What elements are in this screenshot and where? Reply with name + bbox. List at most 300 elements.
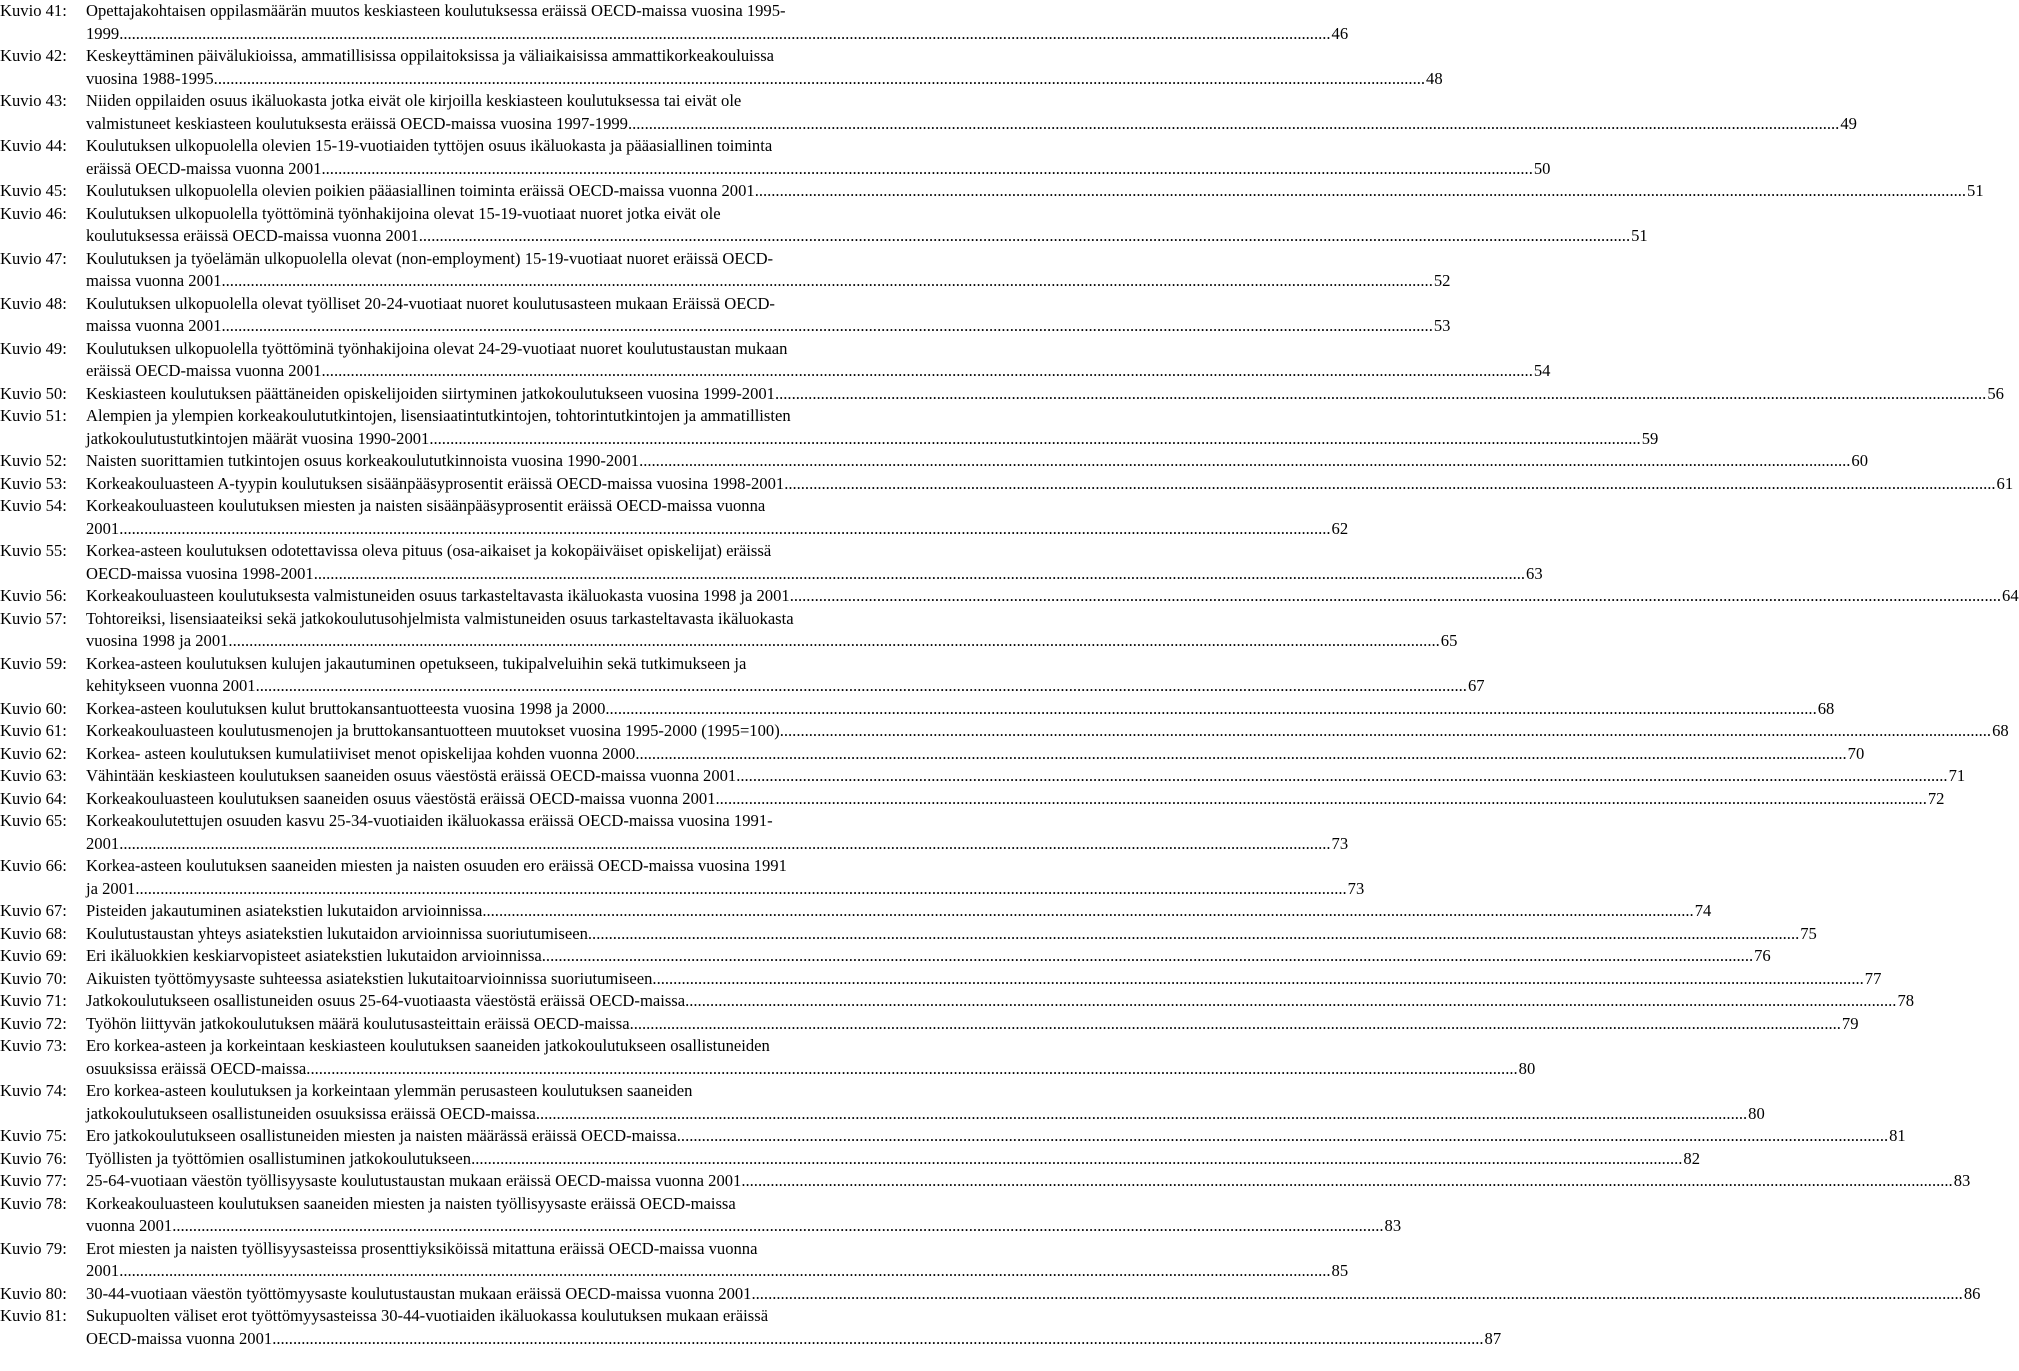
dot-leader <box>736 765 1947 788</box>
toc-entry[interactable] <box>0 293 1451 338</box>
page-number[interactable]: 85 <box>1331 1261 1349 1280</box>
leader-line <box>86 788 1944 811</box>
figure-caption <box>86 248 1450 293</box>
page-number[interactable]: 79 <box>1841 1013 1859 1033</box>
figure-number: Kuvio 69: <box>0 946 67 965</box>
dot-leader <box>677 1125 1888 1148</box>
toc-entry[interactable] <box>0 855 1365 900</box>
page-number[interactable]: 61 <box>1996 473 2014 493</box>
caption-line: Tohtoreiksi, lisensiaateiksi sekä jatkokoulutusohjelmista valmistuneiden osuus tarkasteltavasta ikäluokasta <box>86 608 794 628</box>
figure-caption <box>86 135 1550 180</box>
caption-line: Koulutuksen ulkopuolella työttöminä työnhakijoina olevat 24-29-vuotiaat nuoret koulutustaustan mukaan <box>86 338 788 358</box>
figure-caption <box>86 45 1443 90</box>
figure-number: Kuvio 44: <box>0 136 67 155</box>
toc-entry[interactable] <box>0 90 1857 135</box>
page-number[interactable]: 67 <box>1467 676 1485 695</box>
figure-caption <box>86 1125 1906 1148</box>
dot-leader <box>790 585 2001 608</box>
dot-leader <box>471 1148 1682 1171</box>
toc-entry[interactable] <box>0 1170 1971 1193</box>
page-number[interactable]: 80 <box>1518 1058 1536 1078</box>
page-number[interactable]: 54 <box>1533 361 1551 380</box>
toc-entry[interactable] <box>0 1013 1859 1036</box>
leader-line <box>86 990 1914 1013</box>
page-number[interactable]: 51 <box>1631 226 1648 245</box>
figure-number: Kuvio 81: <box>0 1306 67 1325</box>
figure-caption <box>86 585 2019 608</box>
caption-line: Koulutuksen ja työelämän ulkopuolella olevat (non-employment) 15-19-vuotiaat nuoret eräissä OECD- <box>86 248 774 268</box>
figure-number: Kuvio 68: <box>0 923 67 943</box>
dot-leader <box>172 1215 1383 1238</box>
page-number[interactable]: 59 <box>1641 428 1659 448</box>
page-number[interactable]: 72 <box>1927 788 1945 808</box>
leader-line <box>86 360 1550 383</box>
figure-caption <box>86 90 1857 135</box>
toc-entry[interactable] <box>0 473 2014 496</box>
leader-line <box>86 765 1965 788</box>
caption-line: Ero korkea-asteen koulutuksen ja korkeintaan ylemmän perusasteen koulutuksen saaneiden <box>86 1081 693 1100</box>
page-number[interactable]: 80 <box>1748 1103 1765 1123</box>
dot-leader <box>214 68 1425 91</box>
caption-last-line: jatkokoulutustutkintojen määrät vuosina 1990-2001 <box>86 428 430 448</box>
caption-last-line: kehitykseen vuonna 2001 <box>86 676 256 695</box>
toc-entry[interactable] <box>0 1305 1502 1350</box>
caption-last-line: ja 2001 <box>86 878 136 898</box>
toc-entry[interactable] <box>0 248 1451 293</box>
leader-line <box>86 968 1881 991</box>
page-number[interactable]: 73 <box>1347 878 1365 898</box>
page-number[interactable]: 71 <box>1948 766 1966 785</box>
caption-line: Korkeakouluasteen koulutuksen saaneiden miesten ja naisten työllisyysaste eräissä OECD-maissa <box>86 1193 736 1213</box>
caption-last-line: 30-44-vuotiaan väestön työttömyysaste koulutustaustan mukaan eräissä OECD-maissa vuonna 2001 <box>86 1283 752 1303</box>
caption-last-line: Naisten suorittamien tutkintojen osuus korkeakoulututkinnoista vuosina 1990-2001 <box>86 451 640 470</box>
figure-number: Kuvio 74: <box>0 1081 67 1100</box>
figure-caption <box>86 1193 1401 1238</box>
leader-line <box>86 563 1543 586</box>
dot-leader <box>780 720 1991 743</box>
toc-entry[interactable] <box>0 338 1551 383</box>
toc-entry[interactable] <box>0 945 1771 968</box>
figure-number: Kuvio 71: <box>0 991 67 1010</box>
leader-line <box>86 450 1868 473</box>
dot-leader <box>588 923 1799 946</box>
leader-line <box>86 1125 1906 1148</box>
caption-line: Erot miesten ja naisten työllisyysasteissa prosenttiyksiköissä mitattuna eräissä OECD-maissa vuonna <box>86 1238 758 1258</box>
figure-caption <box>86 743 1864 766</box>
figure-number: Kuvio 66: <box>0 856 67 875</box>
figure-caption <box>86 540 1543 585</box>
toc-entry[interactable] <box>0 180 1984 203</box>
toc-entry[interactable] <box>0 1080 1765 1125</box>
figure-number: Kuvio 51: <box>0 406 67 425</box>
figure-number: Kuvio 42: <box>0 46 67 65</box>
figure-caption <box>86 1238 1348 1283</box>
leader-line <box>86 315 1450 338</box>
caption-line: Korkeakouluasteen koulutuksen miesten ja naisten sisäänpääsyprosentit eräissä OECD-maissa vuonna <box>86 496 766 515</box>
caption-last-line: maissa vuonna 2001 <box>86 316 222 335</box>
page-number[interactable]: 74 <box>1694 901 1712 920</box>
dot-leader <box>542 945 1753 968</box>
leader-line <box>86 1283 1980 1306</box>
leader-line <box>86 428 1658 451</box>
figure-number: Kuvio 78: <box>0 1193 67 1213</box>
page-number[interactable]: 46 <box>1331 23 1349 43</box>
caption-last-line: 2001 <box>86 833 120 853</box>
figure-caption <box>86 1170 1970 1193</box>
page-number[interactable]: 78 <box>1897 991 1915 1010</box>
toc-entry[interactable] <box>0 765 1966 788</box>
caption-last-line: eräissä OECD-maissa vuonna 2001 <box>86 158 322 178</box>
caption-line: Korkeakoulutettujen osuuden kasvu 25-34-vuotiaiden ikäluokassa eräissä OECD-maissa vuosina 1991- <box>86 811 773 830</box>
toc-entry[interactable] <box>0 203 1648 248</box>
leader-line <box>86 383 2004 406</box>
dot-leader <box>482 900 1693 923</box>
figure-number: Kuvio 57: <box>0 608 67 628</box>
caption-last-line: Koulutuksen ulkopuolella olevien poikien pääasiallinen toiminta eräissä OECD-maissa vuonna 2001 <box>86 181 755 200</box>
figure-caption <box>86 900 1711 923</box>
caption-last-line: Korkea- asteen koulutuksen kumulatiiviset menot opiskelijaa kohden vuonna 2000 <box>86 743 636 763</box>
leader-line <box>86 270 1450 293</box>
leader-line <box>86 158 1550 181</box>
toc-entry[interactable] <box>0 135 1551 180</box>
page-number[interactable]: 83 <box>1953 1171 1971 1190</box>
leader-line <box>86 630 1457 653</box>
page-number[interactable]: 68 <box>1992 721 2009 740</box>
dot-leader <box>635 743 1846 766</box>
page-number[interactable]: 60 <box>1851 451 1869 470</box>
caption-last-line: Pisteiden jakautuminen asiatekstien lukutaidon arvioinnissa <box>86 901 483 920</box>
page-number[interactable]: 50 <box>1533 158 1551 178</box>
figure-number: Kuvio 76: <box>0 1148 67 1168</box>
caption-last-line: Työllisten ja työttömien osallistuminen jatkokoulutukseen <box>86 1148 472 1168</box>
figure-number: Kuvio 52: <box>0 451 67 470</box>
figure-caption <box>86 653 1485 698</box>
figure-number: Kuvio 41: <box>0 1 67 20</box>
caption-last-line: OECD-maissa vuosina 1998-2001 <box>86 563 314 583</box>
dot-leader <box>605 698 1816 721</box>
figure-number: Kuvio 49: <box>0 338 67 358</box>
figure-caption <box>86 968 1881 991</box>
figure-number: Kuvio 60: <box>0 698 67 718</box>
toc-entry[interactable] <box>0 990 1915 1013</box>
figure-caption <box>86 1305 1501 1350</box>
figure-number: Kuvio 80: <box>0 1283 67 1303</box>
caption-last-line: 1999 <box>86 23 120 43</box>
caption-line: Korkea-asteen koulutuksen odotettavissa oleva pituus (osa-aikaiset ja kokopäiväiset opiskelijat) eräissä <box>86 541 772 560</box>
leader-line <box>86 68 1443 91</box>
dot-leader <box>322 158 1533 181</box>
page-number[interactable]: 64 <box>2002 586 2019 605</box>
toc-entry[interactable] <box>0 1238 1349 1283</box>
caption-last-line: jatkokoulutukseen osallistuneiden osuuksissa eräissä OECD-maissa <box>86 1103 536 1123</box>
dot-leader <box>119 1260 1330 1283</box>
leader-line <box>86 180 1984 203</box>
figure-number: Kuvio 48: <box>0 293 67 313</box>
figure-caption <box>86 990 1914 1013</box>
page-number[interactable]: 62 <box>1331 518 1349 538</box>
page-number[interactable]: 53 <box>1433 316 1451 335</box>
leader-line <box>86 1215 1401 1238</box>
caption-last-line: Jatkokoulutukseen osallistuneiden osuus 25-64-vuotiaasta väestöstä eräissä OECD-maissa <box>86 991 686 1010</box>
dot-leader <box>716 788 1927 811</box>
caption-line: Keskeyttäminen päivälukioissa, ammatillisissa oppilaitoksissa ja väliaikaisissa ammattikorkeakouluissa <box>86 46 775 65</box>
figure-caption <box>86 0 1348 45</box>
figure-number: Kuvio 43: <box>0 91 67 110</box>
toc-entry[interactable] <box>0 1035 1536 1080</box>
dot-leader <box>222 315 1433 338</box>
caption-line: Koulutuksen ulkopuolella työttöminä työnhakijoina olevat 15-19-vuotiaat nuoret jotka eivät ole <box>86 203 721 223</box>
leader-line <box>86 900 1711 923</box>
figure-number: Kuvio 53: <box>0 473 67 493</box>
leader-line <box>86 1148 1700 1171</box>
dot-leader <box>228 630 1439 653</box>
toc-entry[interactable] <box>0 810 1349 855</box>
toc-entry[interactable] <box>0 743 1865 766</box>
figure-number: Kuvio 56: <box>0 586 67 605</box>
figure-number: Kuvio 47: <box>0 248 67 268</box>
caption-last-line: Työhön liittyvän jatkokoulutuksen määrä koulutusasteittain eräissä OECD-maissa <box>86 1013 630 1033</box>
caption-line: Niiden oppilaiden osuus ikäluokasta jotka eivät ole kirjoilla keskiasteen koulutuksessa tai eivät ole <box>86 91 742 110</box>
toc-entry[interactable] <box>0 788 1945 811</box>
page-number[interactable]: 86 <box>1963 1283 1981 1303</box>
toc-entry[interactable] <box>0 585 2019 608</box>
toc-entry[interactable] <box>0 1125 1906 1148</box>
figure-caption <box>86 608 1457 653</box>
dot-leader <box>628 113 1839 136</box>
caption-last-line: 25-64-vuotiaan väestön työllisyysaste koulutustaustan mukaan eräissä OECD-maissa vuonna 2001 <box>86 1171 742 1190</box>
toc-entry[interactable] <box>0 383 2004 406</box>
figure-caption <box>86 855 1364 900</box>
caption-line: Korkea-asteen koulutuksen kulujen jakautuminen opetukseen, tukipalveluihin sekä tutkimukseen ja <box>86 653 747 673</box>
dot-leader <box>630 1013 1841 1036</box>
figure-number: Kuvio 72: <box>0 1013 67 1033</box>
dot-leader <box>306 1058 1517 1081</box>
leader-line <box>86 225 1648 248</box>
figure-number: Kuvio 63: <box>0 766 67 785</box>
figure-number: Kuvio 62: <box>0 743 67 763</box>
caption-last-line: maissa vuonna 2001 <box>86 271 222 290</box>
dot-leader <box>119 23 1330 46</box>
caption-last-line: OECD-maissa vuonna 2001 <box>86 1328 273 1348</box>
toc-entry[interactable] <box>0 540 1543 585</box>
figure-caption <box>86 698 1834 721</box>
caption-last-line: eräissä OECD-maissa vuonna 2001 <box>86 361 322 380</box>
figure-caption <box>86 405 1658 450</box>
figure-number: Kuvio 75: <box>0 1126 67 1145</box>
dot-leader <box>429 428 1640 451</box>
figure-number: Kuvio 64: <box>0 788 67 808</box>
dot-leader <box>222 270 1433 293</box>
caption-last-line: Keskiasteen koulutuksen päättäneiden opiskelijoiden siirtyminen jatkokoulutukseen vuosina 1999-2001 <box>86 383 775 403</box>
figure-number: Kuvio 73: <box>0 1036 67 1055</box>
dot-leader <box>272 1328 1483 1351</box>
figure-caption <box>86 1013 1859 1036</box>
page-number[interactable]: 81 <box>1889 1126 1906 1145</box>
page-number[interactable]: 70 <box>1847 743 1865 763</box>
caption-last-line: koulutuksessa eräissä OECD-maissa vuonna 2001 <box>86 226 419 245</box>
figure-number: Kuvio 61: <box>0 721 67 740</box>
caption-last-line: Korkeakouluasteen koulutusmenojen ja bruttokansantuotteen muutokset vuosina 1995-2000 (1995=100) <box>86 721 780 740</box>
figure-number: Kuvio 55: <box>0 541 67 560</box>
dot-leader <box>536 1103 1747 1126</box>
toc-entry[interactable] <box>0 900 1712 923</box>
figure-caption <box>86 450 1868 473</box>
caption-line: Korkea-asteen koulutuksen saaneiden miesten ja naisten osuuden ero eräissä OECD-maissa vuosina 1991 <box>86 856 787 875</box>
figure-caption <box>86 338 1550 383</box>
figure-caption <box>86 810 1348 855</box>
toc-entry[interactable] <box>0 1148 1700 1171</box>
caption-last-line: osuuksissa eräissä OECD-maissa <box>86 1058 307 1078</box>
leader-line <box>86 720 2009 743</box>
figure-number: Kuvio 77: <box>0 1171 67 1190</box>
figure-number: Kuvio 46: <box>0 203 67 223</box>
figure-caption <box>86 1080 1765 1125</box>
dot-leader <box>775 383 1986 406</box>
caption-line: Koulutuksen ulkopuolella olevien 15-19-vuotiaiden tyttöjen osuus ikäluokasta ja pääasiallinen toiminta <box>86 136 773 155</box>
figure-number: Kuvio 50: <box>0 383 67 403</box>
toc-entry[interactable] <box>0 968 1882 991</box>
figure-caption <box>86 203 1648 248</box>
dot-leader <box>119 833 1330 856</box>
leader-line <box>86 945 1771 968</box>
page-number[interactable]: 65 <box>1440 631 1458 650</box>
page-number[interactable]: 83 <box>1384 1216 1402 1235</box>
figure-caption <box>86 293 1450 338</box>
toc-entry[interactable] <box>0 450 1869 473</box>
figure-caption <box>86 383 2004 406</box>
caption-last-line: 2001 <box>86 518 120 538</box>
caption-last-line: Ero jatkokoulutukseen osallistuneiden miesten ja naisten määrässä eräissä OECD-maissa <box>86 1126 677 1145</box>
toc-entry[interactable] <box>0 698 1835 721</box>
toc-entry[interactable] <box>0 653 1485 698</box>
figure-number: Kuvio 65: <box>0 811 67 830</box>
leader-line <box>86 1058 1535 1081</box>
leader-line <box>86 833 1348 856</box>
leader-line <box>86 585 2019 608</box>
caption-line: Ero korkea-asteen ja korkeintaan keskiasteen koulutuksen saaneiden jatkokoulutukseen osallistuneiden <box>86 1036 770 1055</box>
leader-line <box>86 1170 1970 1193</box>
dot-leader <box>256 675 1467 698</box>
leader-line <box>86 698 1834 721</box>
figure-number: Kuvio 70: <box>0 968 67 988</box>
leader-line <box>86 1328 1501 1351</box>
caption-last-line: Korkea-asteen koulutuksen kulut bruttokansantuotteesta vuosina 1998 ja 2000 <box>86 698 606 718</box>
figure-caption <box>86 923 1817 946</box>
caption-line: Sukupuolten väliset erot työttömyysasteissa 30-44-vuotiaiden ikäluokassa koulutuksen mukaan eräissä <box>86 1306 769 1325</box>
page-number[interactable]: 73 <box>1331 833 1349 853</box>
figure-caption <box>86 1148 1700 1171</box>
dot-leader <box>639 450 1850 473</box>
caption-last-line: Eri ikäluokkien keskiarvopisteet asiatekstien lukutaidon arvioinnissa <box>86 946 542 965</box>
caption-last-line: Korkeakouluasteen koulutuksesta valmistuneiden osuus tarkasteltavasta ikäluokasta vuosina 1998 ja 2001 <box>86 586 790 605</box>
caption-last-line: vuosina 1998 ja 2001 <box>86 631 229 650</box>
caption-last-line: valmistuneet keskiasteen koulutuksesta eräissä OECD-maissa vuosina 1997-1999 <box>86 113 628 133</box>
figure-number: Kuvio 67: <box>0 901 67 920</box>
figure-caption <box>86 1035 1535 1080</box>
caption-last-line: vuonna 2001 <box>86 1216 173 1235</box>
figure-caption <box>86 945 1771 968</box>
dot-leader <box>751 1283 1962 1306</box>
page-number[interactable]: 52 <box>1433 271 1451 290</box>
leader-line <box>86 743 1864 766</box>
toc-entry[interactable] <box>0 45 1443 90</box>
caption-last-line: Korkeakouluasteen koulutuksen saaneiden osuus väestöstä eräissä OECD-maissa vuonna 2001 <box>86 788 716 808</box>
figure-caption <box>86 495 1348 540</box>
figure-caption <box>86 765 1965 788</box>
figure-number: Kuvio 59: <box>0 653 67 673</box>
dot-leader <box>419 225 1630 248</box>
toc-entry[interactable] <box>0 1193 1402 1238</box>
caption-line: Alempien ja ylempien korkeakoulututkintojen, lisensiaatintutkintojen, tohtorintutkintojen ja ammatillisten <box>86 406 791 425</box>
dot-leader <box>784 473 1995 496</box>
figure-caption <box>86 720 2009 743</box>
figure-number: Kuvio 45: <box>0 181 67 200</box>
caption-last-line: Korkeakouluasteen A-tyypin koulutuksen sisäänpääsyprosentit eräissä OECD-maissa vuosina 1998-2001 <box>86 473 785 493</box>
caption-line: Koulutuksen ulkopuolella olevat työlliset 20-24-vuotiaat nuoret koulutusasteen mukaan Eräissä OECD- <box>86 293 775 313</box>
leader-line <box>86 518 1348 541</box>
dot-leader <box>685 990 1896 1013</box>
leader-line <box>86 1013 1859 1036</box>
dot-leader <box>322 360 1533 383</box>
leader-line <box>86 878 1364 901</box>
page-number[interactable]: 76 <box>1754 946 1771 965</box>
dot-leader <box>119 518 1330 541</box>
caption-last-line: Koulutustaustan yhteys asiatekstien lukutaidon arvioinnissa suoriutumiseen <box>86 923 588 943</box>
page-number[interactable]: 77 <box>1864 968 1882 988</box>
figure-caption <box>86 788 1944 811</box>
figure-caption <box>86 180 1984 203</box>
figure-number: Kuvio 54: <box>0 496 67 515</box>
toc-entry[interactable] <box>0 720 2009 743</box>
leader-line <box>86 923 1817 946</box>
caption-last-line: vuosina 1988-1995 <box>86 68 214 88</box>
dot-leader <box>314 563 1525 586</box>
dot-leader <box>755 180 1966 203</box>
leader-line <box>86 113 1857 136</box>
toc-entry[interactable] <box>0 923 1817 946</box>
leader-line <box>86 1260 1348 1283</box>
leader-line <box>86 473 2013 496</box>
page-number[interactable]: 68 <box>1817 698 1835 718</box>
page-number[interactable]: 63 <box>1526 563 1543 583</box>
figure-caption <box>86 1283 1980 1306</box>
page-number[interactable]: 87 <box>1484 1328 1502 1348</box>
toc-entry[interactable] <box>0 405 1659 450</box>
page-number[interactable]: 75 <box>1800 923 1817 943</box>
caption-last-line: 2001 <box>86 1261 120 1280</box>
caption-last-line: Aikuisten työttömyysaste suhteessa asiatekstien lukutaitoarvioinnissa suoriutumiseen <box>86 968 653 988</box>
page-number[interactable]: 51 <box>1967 181 1984 200</box>
dot-leader <box>135 878 1346 901</box>
page-number[interactable]: 48 <box>1426 68 1443 88</box>
toc-entry[interactable] <box>0 1283 1981 1306</box>
toc-entry[interactable] <box>0 608 1458 653</box>
toc-entry[interactable] <box>0 495 1349 540</box>
figure-number: Kuvio 79: <box>0 1238 67 1258</box>
dot-leader <box>741 1170 1952 1193</box>
dot-leader <box>652 968 1863 991</box>
page-number[interactable]: 49 <box>1840 113 1857 133</box>
caption-line: Opettajakohtaisen oppilasmäärän muutos keskiasteen koulutuksessa eräissä OECD-maissa vuosina 1995- <box>86 1 786 20</box>
page-number[interactable]: 82 <box>1683 1148 1700 1168</box>
caption-last-line: Vähintään keskiasteen koulutuksen saaneiden osuus väestöstä eräissä OECD-maissa vuonna 2001 <box>86 766 737 785</box>
page-number[interactable]: 56 <box>1987 383 2004 403</box>
toc-entry[interactable] <box>0 0 1349 45</box>
leader-line <box>86 23 1348 46</box>
leader-line <box>86 675 1485 698</box>
leader-line <box>86 1103 1765 1126</box>
figure-caption <box>86 473 2013 496</box>
